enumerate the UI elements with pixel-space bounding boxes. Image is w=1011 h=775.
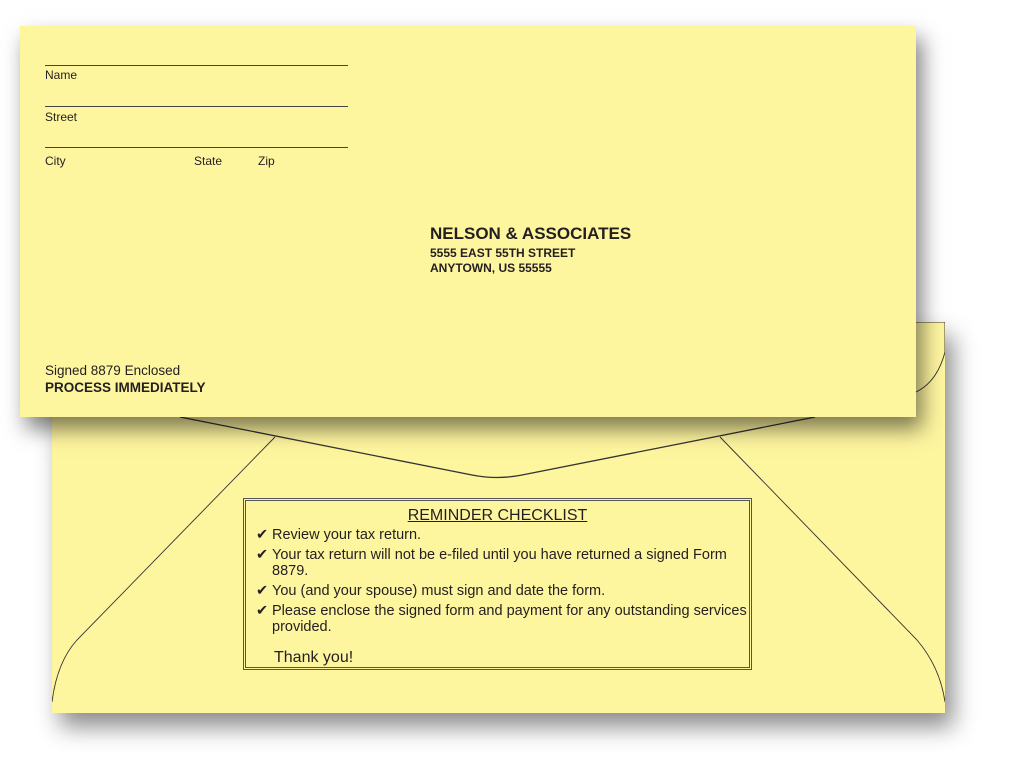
city-line — [45, 147, 348, 148]
street-line — [45, 106, 348, 107]
name-line — [45, 65, 348, 66]
closing-text: Thank you! — [274, 649, 354, 666]
checkmark-icon: ✔ — [256, 603, 269, 619]
reminder-checklist — [243, 498, 752, 670]
recipient-street: 5555 EAST 55TH STREET — [430, 246, 576, 260]
process-note: PROCESS IMMEDIATELY — [45, 380, 206, 395]
checklist-item: ✔ You (and your spouse) must sign and date the form. — [256, 583, 606, 599]
checklist-item: ✔ Your tax return will not be e-filed until you have returned a signed Form 8879. — [256, 547, 727, 579]
name-label: Name — [45, 68, 78, 82]
checkmark-icon: ✔ — [256, 583, 269, 599]
checklist-item: ✔ Review your tax return. — [256, 527, 422, 543]
checklist-item: ✔ Please enclose the signed form and payment for any outstanding services provided. — [256, 603, 747, 635]
recipient-city: ANYTOWN, US 55555 — [430, 261, 552, 275]
envelope-front — [20, 26, 916, 417]
zip-label: Zip — [258, 154, 275, 168]
checkmark-icon: ✔ — [256, 527, 269, 543]
checkmark-icon: ✔ — [256, 547, 269, 563]
city-label: City — [45, 154, 66, 168]
state-label: State — [194, 154, 223, 168]
recipient-address — [430, 224, 631, 276]
recipient-name: NELSON & ASSOCIATES — [430, 224, 632, 243]
checklist-title: REMINDER CHECKLIST — [407, 507, 588, 524]
signed-note: Signed 8879 Enclosed — [45, 363, 181, 378]
street-label: Street — [45, 110, 78, 124]
